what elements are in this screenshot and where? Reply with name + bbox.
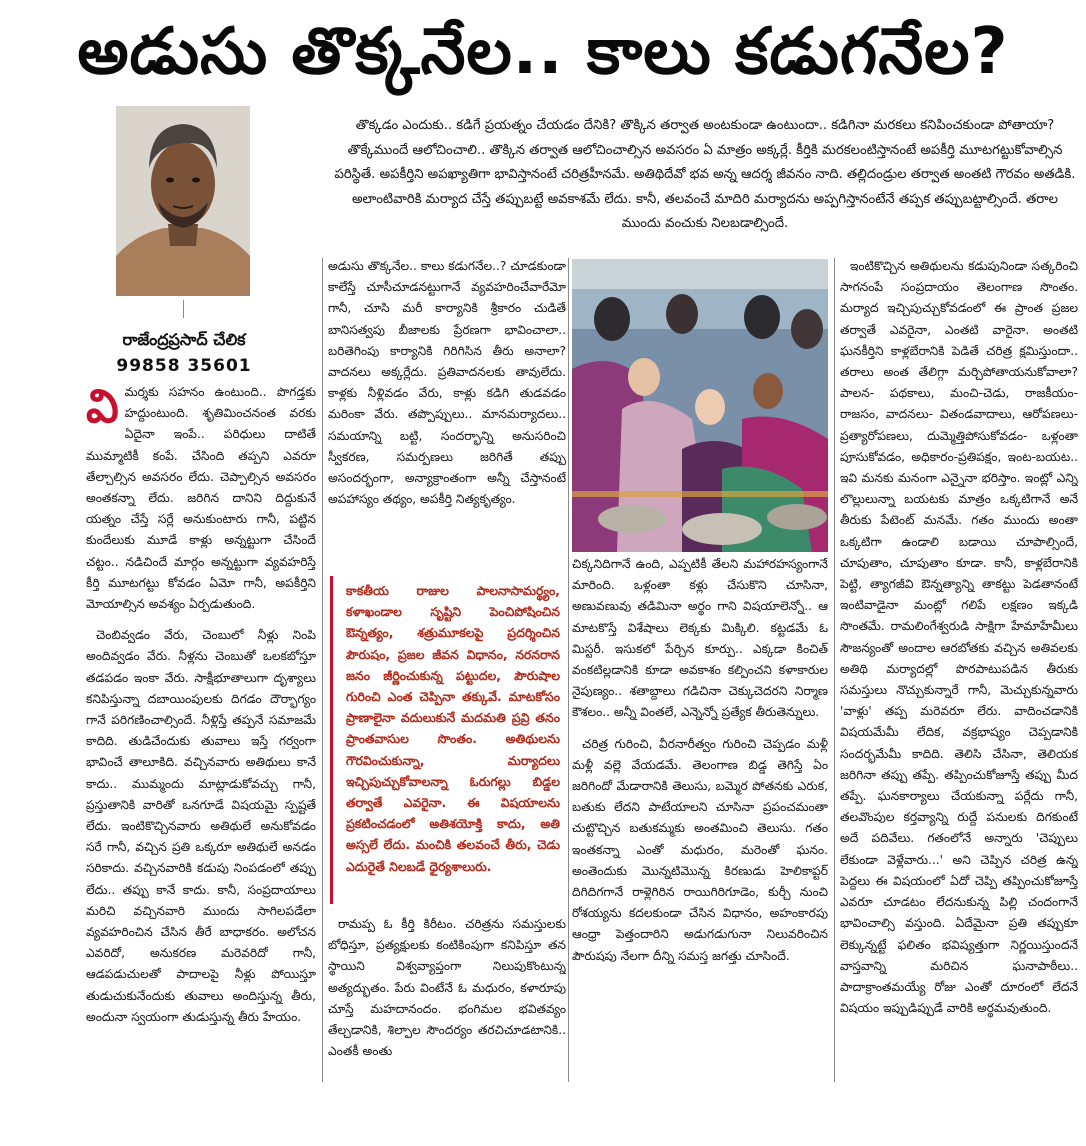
author-photo (116, 106, 250, 296)
headline: అడుసు తొక్కనేల.. కాలు కడుగనేల? (77, 15, 1009, 89)
photo-divider (183, 300, 184, 318)
column-2-para-1: అడుసు తొక్కనేల.. కాలు కడుగనేల..? చూడకుండా కాలేస్తే చూసీచూడనట్టుగానే వ్యవహరించేవారేమో గానీ, చూసి మరీ కార్యానికి శ్రీకారం చుడితే బానిసత్వపు బీజాలకు ప్రేరణగా భావించాలా.. బరితెగింపు కార్యానికి గిరిగిసిన తీరు అనాలా? వాదనలు అక్కర్లేదు. ప్రతివాదనలకు తావులేదు. కాళ్లకు నీళ్లివడం వేరు, కాళ్లు కడిగి తుడవడం మరింకా వేరు. తప్పొప్పులు.. మానమర్యాదలు.. సమయాన్ని బట్టి, సందర్భాన్ని అనుసరించి స్వీకరణ, సమర్పణలు జరిగితే తప్పు అసందర్భంగా, అన్యాక్రాంతంగా అన్నీ చేస్తానంటే అపహాస్యం తథ్యం, అపకీర్తి నిత్యకృత్యం. (328, 259, 566, 507)
column-divider-3 (834, 258, 835, 1082)
event-photo (572, 259, 828, 552)
column-1-para-1 (86, 382, 316, 615)
column-divider-1 (322, 258, 323, 1082)
ceremony-photo-icon (572, 259, 828, 552)
lead-paragraph: తొక్కడం ఎందుకు.. కడిగే ప్రయత్నం చేయడం దేనికి? తొక్కిన తర్వాత అంటకుండా ఉంటుందా.. కడిగినా మరకలు కనిపించకుండా పోతాయా? తొక్కేముందే ఆలోచించాలి.. తొక్కిన తర్వాత ఆలోచించాల్సిన అవసరం ఏ మాత్రం అక్కర్లే. కీర్తికి మరకలంటిస్తానంటే అపకీర్తి మూటగట్టుకోవాల్సిన పరిస్థితే. అపకీర్తిని అపఖ్యాతిగా భావిస్తానంటే చరిత్రహీనమే. అతిథిదేవో భవ అన్న ఆదర్శ జీవనం నాది. తల్లిదండ్రుల తర్వాత అంతటి గౌరవం అతడికి. అలాంటివారికి మర్యాద చేస్తే తప్పుబట్టే అవకాశమే లేదు. కానీ, తలవంచే మాదిరి మర్యాదను అప్పగిస్తానంటేనే తప్పక తప్పుబట్టాల్సిందే. తరాల ముందు వంచుకు నిలబడాల్సిందే. (334, 118, 1076, 232)
column-1 (86, 382, 316, 1082)
column-4-para-1: ఇంటికొచ్చిన అతిథులను కడుపునిండా సత్కరించి సాగనంపే సంప్రదాయం తెలంగాణ సొంతం. మర్యాద ఇచ్చిపుచ్చుకోవడంలో ఈ ప్రాంత ప్రజల తర్వాతే ఎవరైనా, ఎంతటి వారైనా. అంతటి ఘనకీర్తిని కాళ్లబేరానికి పెడితే చరిత్ర క్షమిస్తుందా.. తరాలు అంత తేలిగ్గా మర్చిపోతాయనుకోవాలా? పాలన- పథకాలు, మంచి-చెడు, రాజకీయం- రాజసం, వాదనలు- వితండవాదాలు, ఆరోపణలు- ప్రత్యారోపణలు, దుమ్మెత్తిపోసుకోవడం- ఒళ్లంతా పూసుకోవడం, అధికారం-ప్రతిపక్షం, ఇంట-బయట.. ఇవి మనకు మనంగా ఎన్నైనా భరిస్తాం. ఇంట్లో ఎన్ని లొల్లులున్నా బయటకు మాత్రం ఒక్కటిగానే అనే తీరుకు పేటెంట్ మనమే. గతం ముందు అంతా ఒక్కటిగా ఉండాలి బడాయి చూపాల్సిందే, చూపుతాం, చూపుతాం కూడా. కానీ, కాళ్లబేరానికి పెట్టి, త్యాగజీవి ఔన్నత్యాన్ని తాకట్టు పెడతానంటే ఇంటివాడైనా మంట్లో గలిపే లక్షణం ఇక్కడి సొంతమే. రామలింగేశ్వరుడి సాక్షిగా హేమాహేమీలు సౌజన్యంతో అందాల ఆరబోతకు వచ్చిన అతివలకు అతిథి మర్యాదల్లో పొరపాటుపడిన తీరుకు సమస్తులు నొచ్చుకున్నారే గానీ, మెచ్చుకున్నవారు 'వాళ్లు' తప్ప మరెవరూ లేరు. వాదించడానికి విషయమేమీ లేదిక, వక్రభాష్యం చెప్పడానికి సందర్భమేమీ కాదిది. తెలిసి చేసినా, తెలియక జరిగినా తప్పు తప్పే. తప్పించుకోజూస్తే తప్పు మీద తప్పే. ఘనకార్యాలు చేయకున్నా పర్లేదు గానీ, తలవొంపుల కర్తవ్యాన్ని రుద్దే పనులకు దిగకుంటే అదే పదివేలు. గతంలోనే అన్నారు 'చెప్పులు లేకుండా వెళ్లేవారు...' అని చెప్పిన చరిత్ర ఉన్న పెద్దలు ఈ విషయంలో ఏదో చెప్పి తప్పించుకోజూస్తే ఎవరూ చూడటం లేదనుకున్న పిల్లి చందంగానే భావించాల్సి వస్తుంది. ఏదేమైనా ప్రతి తప్పుకూ లెక్కున్నట్టే ఫలితం భవిష్యత్తుగా నిర్ణయిస్తుందనే వాస్తవాన్ని మరిచిన ఘనాపాఠీలు.. పాదాక్రాంతమయ్యే రోజు ఎంతో దూరంలో లేదనే విషయం ఇప్పుడిప్పుడే వారికి అర్థమవుతుంది. (840, 259, 1078, 1016)
author-name: రాజేంద్రప్రసాద్ చేలిక (122, 330, 246, 349)
column-divider-2 (568, 258, 569, 1082)
portrait-photo-icon (116, 106, 250, 296)
column-3 (572, 554, 828, 1082)
column-2-bottom (328, 914, 566, 1082)
dropcap: వి (86, 382, 119, 433)
pull-quote: కాకతీయ రాజుల పాలనాసామర్థ్యం, కళాఖండాల సృష్టిని పెంచిపోషించిన ఔన్నత్యం, శత్రుమూకలపై ప్రదర్శించిన పౌరుషం, ప్రజల జీవన విధానం, నరనరాన జనం జీర్ణించుకున్న పట్టుదల, పౌరుషాల గురించి ఎంత చెప్పినా తక్కువే. మాటకోసం ప్రాణాలైనా వదులుకునే మదమతి ప్రవ్రి తనం ప్రాంతవాసుల సొంతం. అతిథులను గౌరవించుకున్నా, మర్యాదలు ఇచ్చిపుచ్చుకోవాలన్నా ఓరుగల్లు బిడ్డల తర్వాతే ఎవరైనా. ఈ విషయాలను ప్రకటించడంలో అతిశయోక్తి కాదు, అతి అస్సలే లేదు. మంచికి తలవంచే తీరు, చెడు ఎదురైతే నిలబడే ధైర్యశాలురు. (346, 583, 560, 874)
column-3-para-2: చరిత్ర గురించి, వీరనారీత్వం గురించి చెప్పడం మళ్లీ మళ్లీ వల్లె వేయడమే. తెలంగాణ బిడ్డ తెగిస్తే ఏం జరిగిందో మేడారానికి తెలుసు, బమ్మెర పోతనకు ఎరుక, బతుకు లేదని పాటేయాలని చూసినా ప్రపంచమంతా చుట్టొచ్చిన బతుకమ్మకు అంతమించి తెలుసు. గతం ఇంతకన్నా ఎంతో మధురం, మరెంతో ఘనం. అంతెందుకు మొన్నటిమొన్న కిరణుడు హెలికాప్టర్ దిగిదిగగానే రాళ్లెగిరిన రాయిగిరిగూడెం, కుర్చీ నుంచి రోశయ్యను కదలకుండా చేసిన విధానం, అహంకారపు ఆంధ్రా పెత్తందారిని అడుగడుగునా నిలువరించిన పౌరుషపు నేలగా దీన్ని సమస్త జగత్తు చూసిందే. (572, 736, 828, 963)
author-phone: 99858 35601 (116, 356, 252, 376)
column-3-para-1: చిక్కనిదిగానే ఉంది, ఎప్పటికీ తేలని మహారహస్యంగానే మారింది. ఒళ్లంతా కళ్లు చేసుకొని చూసినా, అణువణువు తడిమినా అర్థం గాని విషయాలెన్నో.. ఆ మాటకొస్తే విశేషాలు లెక్కకు మిక్కిలి. కట్టడమే ఓ మిస్టరీ. ఇసుకలో పేర్చిన కూర్పు.. ఎక్కడా కించిత్ వంకటిల్లడానికి కూడా అవకాశం కల్పించని కళాకారుల నైపుణ్యం.. శతాబ్దాలు గడిచినా చెక్కుచెదరని నిర్మాణ కౌశలం.. అన్నీ వింతలే, ఎన్నెన్నో ప్రత్యేక తీరుతెన్నులు. (572, 557, 828, 720)
column-2-para-2: రామప్ప ఓ కీర్తి కిరీటం. చరిత్రను సమస్తులకు బోధిస్తూ, ప్రత్యక్షులకు కంటికింపుగా కనిపిస్తూ తన స్థాయిని విశ్వవ్యాప్తంగా నిలుపుకొంటున్న అత్యద్భుతం. పేరు వింటేనే ఓ మధురం, కళారూపు చూస్తే మహదానందం. భంగిమల భవితవ్యం తేల్చడానికి, శిల్పాల సౌందర్యం తరచిచూడటానికి.. ఎంతకీ అంతు (328, 917, 566, 1059)
column-1-para-1-text: మర్శకు సహనం ఉంటుంది.. పొగడ్తకు హద్దుంటుంది. శృతిమించనంత వరకు ఏదైనా ఇంపే.. పరిధులు దాటితే ముమ్మాటికీ కంపే. చేసింది తప్పని ఎవరూ తేల్చాల్సిన అవసరం లేదు. చెప్పాల్సిన అవసరం అంతకన్నా లేదు. జరిగిన దానిని దిద్దుకునే యత్నం చేస్తే సర్లే అనుకుంటారు గానీ, పట్టిన కుందేలుకు మూడే కాళ్లు అన్నట్టుగా చేసిందే చట్టం.. నడిచిందే మార్గం అన్నట్టుగా వ్యవహరిస్తే కీర్తి మూటగట్టు కోవడం ఏమో గానీ, అపకీర్తిని మోయాల్సిన అవశ్యం ఏర్పడుతుంది. (86, 385, 316, 612)
column-1-para-2: చెంబివ్వడం వేరు, చెంబులో నీళ్లు నింపి అందివ్వడం వేరు. నీళ్లను చెంబుతో ఒలకబోస్తూ తడపడం ఇంకా వేరు. సాక్షీభూతాలుగా దృశ్యాలు కనిపిస్తున్నా దబాయింపులకు దిగడం దౌర్భాగ్యం గానే పరిగణించాల్సిందే. నీళ్లిస్తే తప్పనే సమాజమే కాదిది. తుడిచేందుకు తువాలు ఇస్తే గర్వంగా భావించే తాలూకిది. వచ్చినవారు అతిథులు కానే కాదు.. ముమ్మందు మాట్లాడుకోవచ్చు గానీ, ప్రస్తుతానికి వారితో ఒనగూడే విషయమై స్పష్టతే లేదు. ఇంటికొచ్చినవారు అతిథులే అనుకోవడం సరే గానీ, వచ్చిన ప్రతి ఒక్కరూ అతిథులే అనడం సరికాదు. వచ్చినవారికి కడుపు నింపడంలో తప్పు లేదు.. తప్పు కానే కాదు. కానీ, సంప్రదాయాలు మరిచి వచ్చినవారి ముందు సాగిలపడేలా వ్యవహరించిన చేసిన తీరే బాధాకరం. అలోచన ఎవరిదో, అనుకరణ మరెవరిదో గానీ, ఆడపడుచులతో పాదాలపై నీళ్లు పోయిస్తూ తుడుచుకునేందుకు తువాలు అందిస్తున్న తీరు, అందునా స్వయంగా తుడుస్తున్న తీరు హేయం. (86, 628, 316, 1024)
column-4 (840, 256, 1078, 1082)
column-2-top (328, 256, 566, 566)
